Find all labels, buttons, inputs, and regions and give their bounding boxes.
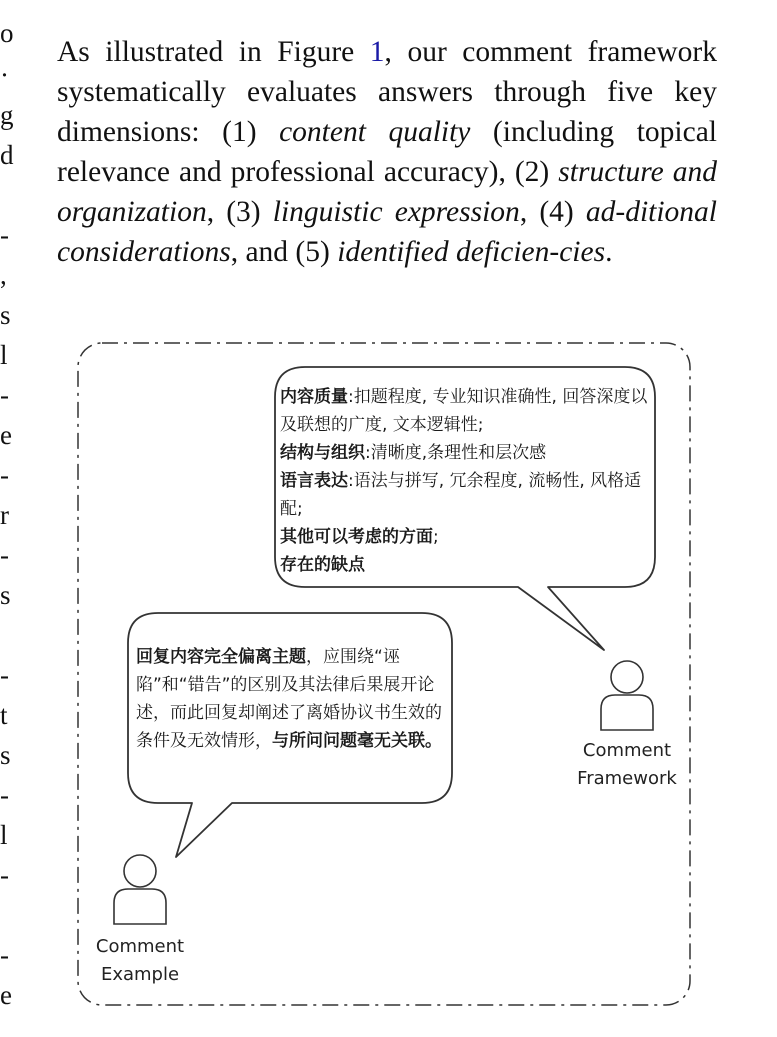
margin-fragment: ·	[0, 60, 9, 90]
comment-framework-figure	[70, 335, 700, 1015]
margin-fragment: o	[0, 18, 14, 48]
margin-fragment: s	[0, 300, 11, 330]
margin-fragment: -	[0, 660, 9, 690]
label-line: Comment	[582, 740, 672, 761]
framework-label	[567, 737, 687, 793]
dimension-detail: ;	[433, 527, 439, 547]
margin-fragment: -	[0, 380, 9, 410]
italic-term: content quality	[279, 116, 471, 148]
margin-fragment: t	[0, 700, 8, 730]
margin-fragment: e	[0, 980, 12, 1010]
margin-fragment: -	[0, 540, 9, 570]
text-run: , our comment framework systematically evaluates answers through five key dimensions: (1)	[57, 36, 717, 148]
italic-term: linguistic expression	[272, 196, 520, 228]
body-paragraph	[57, 32, 717, 272]
margin-fragment: l	[0, 340, 8, 370]
margin-fragment: -	[0, 220, 9, 250]
example-label	[80, 933, 200, 989]
margin-fragment: d	[0, 140, 14, 170]
dimension-name: 内容质量	[280, 387, 348, 407]
margin-fragment: g	[0, 100, 14, 130]
example-detail: ，应围绕“诬陷”和“错告”的区别及其法律后果展开论述，而此回复却阐述了离婚协议书生效的条件及无效情形，	[136, 647, 442, 751]
dimension-detail: :语法与拼写, 冗余程度, 流畅性, 风格适配;	[280, 471, 642, 519]
margin-fragment: -	[0, 940, 9, 970]
italic-term: identified deficien-cies	[337, 236, 606, 268]
label-line: Comment	[95, 936, 185, 957]
dimension-name: 语言表达	[280, 471, 348, 491]
margin-fragment: l	[0, 820, 8, 850]
example-highlight: 回复内容完全偏离主题	[136, 647, 306, 667]
text-run: .	[605, 236, 613, 268]
example-bubble-text	[136, 643, 448, 755]
example-highlight: 与所问问题毫无关联。	[272, 731, 442, 751]
framework-person-icon	[601, 661, 653, 730]
text-run: , (4)	[519, 196, 586, 228]
dimension-name: 结构与组织	[280, 443, 365, 463]
margin-fragment: e	[0, 420, 12, 450]
text-run: As illustrated in Figure	[57, 36, 370, 68]
framework-bubble-text	[280, 383, 652, 579]
label-line: Framework	[577, 768, 677, 789]
margin-fragment: -	[0, 460, 9, 490]
margin-fragment: ,	[0, 260, 7, 290]
dimension-detail: :扣题程度, 专业知识准确性, 回答深度以及联想的广度, 文本逻辑性;	[280, 387, 648, 435]
margin-fragment: s	[0, 740, 11, 770]
margin-fragment: -	[0, 780, 9, 810]
figure-reference-link[interactable]: 1	[369, 36, 385, 68]
margin-fragment: s	[0, 580, 11, 610]
dimension-name: 其他可以考虑的方面	[280, 527, 433, 547]
italic-term: ad-ditional considerations	[57, 196, 717, 268]
dimension-detail: :清晰度,条理性和层次感	[365, 443, 547, 463]
dimension-name: 存在的缺点	[280, 555, 365, 575]
text-run: , (3)	[206, 196, 273, 228]
italic-term: structure and organization	[57, 156, 717, 228]
text-run: , and (5)	[230, 236, 338, 268]
label-line: Example	[100, 964, 180, 985]
left-column-fragments	[0, 0, 20, 1037]
example-person-icon	[114, 855, 166, 924]
margin-fragment: r	[0, 500, 9, 530]
text-run: (including topical relevance and professional accuracy), (2)	[57, 116, 718, 188]
margin-fragment: -	[0, 860, 9, 890]
